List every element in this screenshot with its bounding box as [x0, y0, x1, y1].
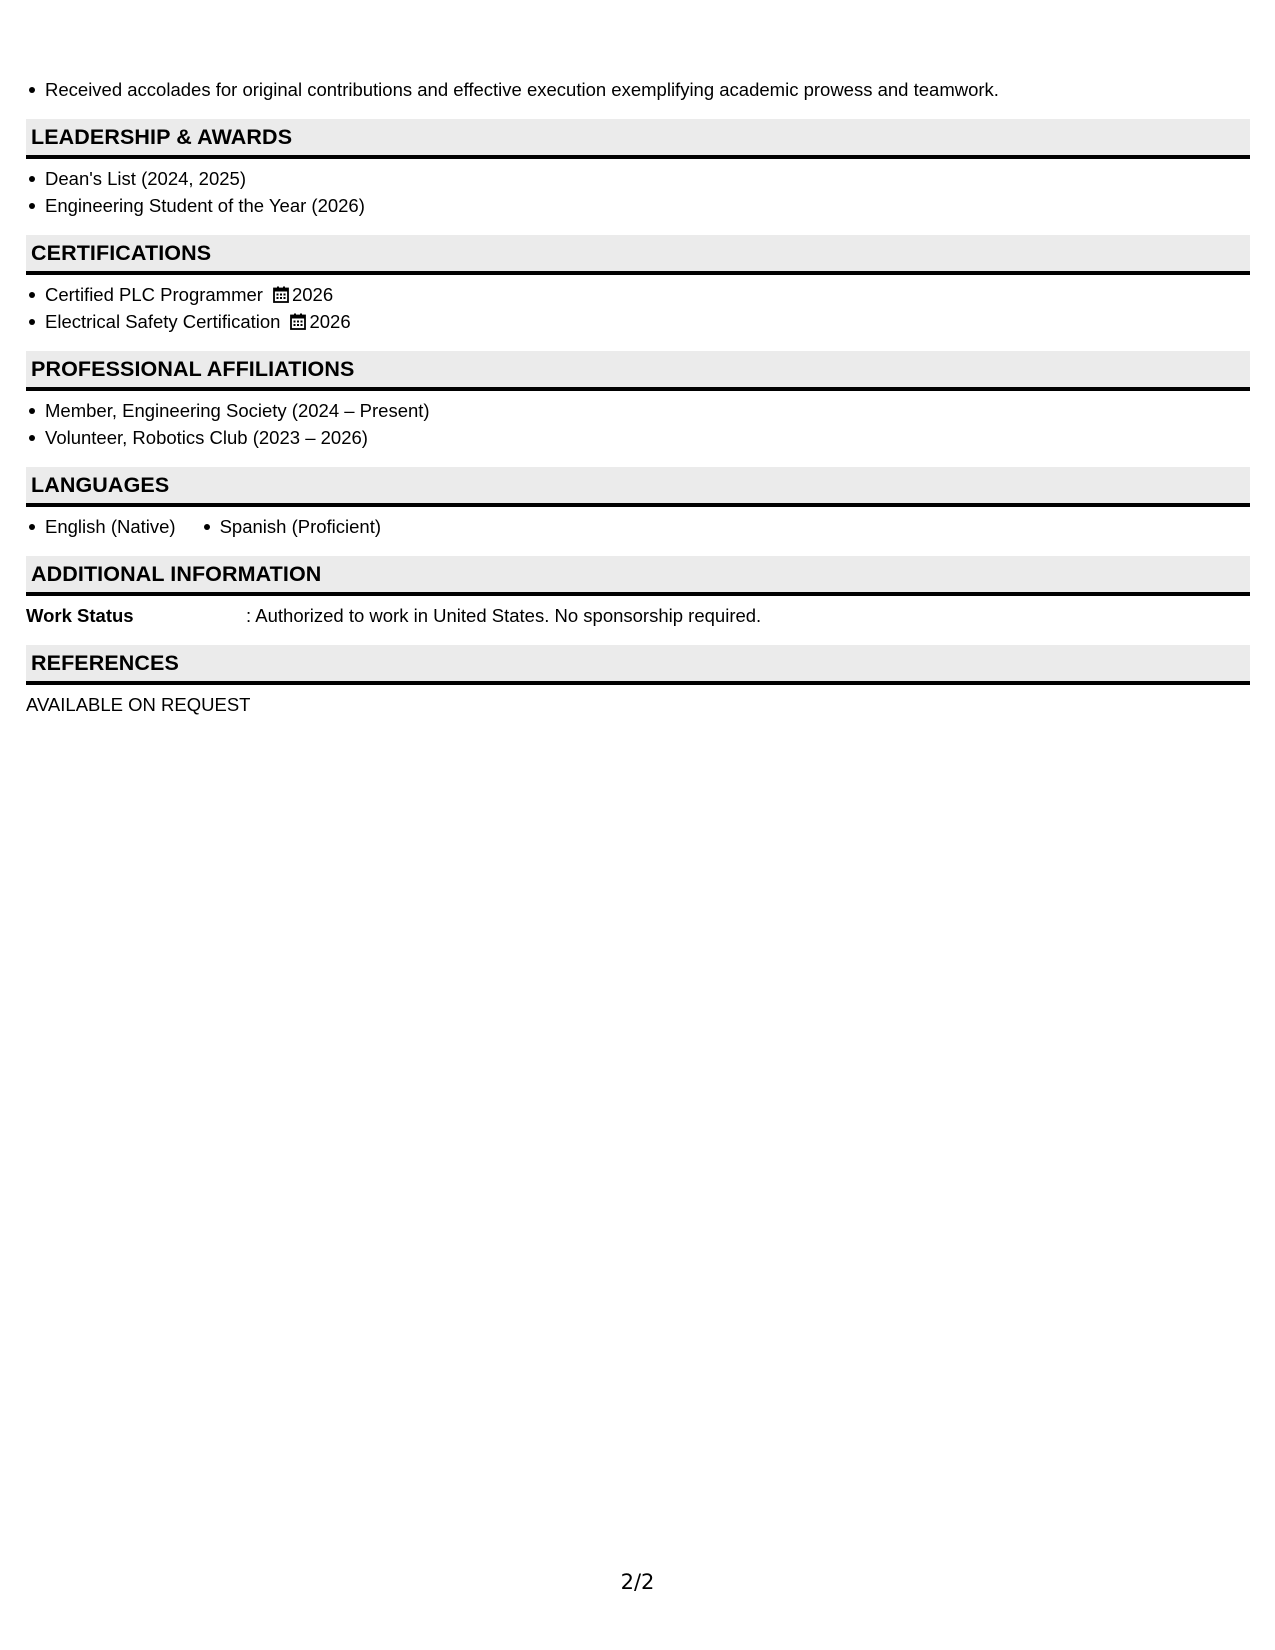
list-item: Engineering Student of the Year (2026): [45, 192, 1250, 219]
languages-list: [26, 513, 1250, 540]
list-item: Dean's List (2024, 2025): [45, 165, 1250, 192]
section-title: PROFESSIONAL AFFILIATIONS: [31, 357, 355, 381]
language-item: English (Native): [45, 513, 176, 540]
section-title: CERTIFICATIONS: [31, 241, 212, 265]
section-header-languages: [26, 467, 1250, 507]
certification-year: 2026: [291, 284, 334, 305]
list-item: Volunteer, Robotics Club (2023 – 2026): [45, 424, 1250, 451]
resume-content: [26, 76, 1250, 718]
section-header-references: [26, 645, 1250, 685]
section-body-references: [26, 691, 1250, 718]
certifications-list: [26, 281, 1250, 335]
work-status-row: [26, 602, 1250, 629]
section-title: ADDITIONAL INFORMATION: [31, 562, 322, 586]
list-item: Member, Engineering Society (2024 – Present): [45, 397, 1250, 424]
calendar-icon: [273, 283, 289, 310]
page-number: 2/2: [620, 1570, 655, 1594]
section-body-affiliations: [26, 397, 1250, 451]
section-header-additional: [26, 556, 1250, 596]
certification-year: 2026: [309, 311, 351, 332]
awards-list: [26, 165, 1250, 219]
certification-name: Electrical Safety Certification: [45, 311, 281, 332]
section-body-languages: [26, 513, 1250, 540]
affiliations-list: [26, 397, 1250, 451]
language-item: Spanish (Proficient): [220, 513, 381, 540]
section-title: REFERENCES: [31, 651, 179, 675]
list-item: [45, 281, 1250, 308]
section-header-certifications: [26, 235, 1250, 275]
certification-name: Certified PLC Programmer: [45, 284, 263, 305]
section-header-affiliations: [26, 351, 1250, 391]
list-item: Received accolades for original contributions and effective execution exemplifying academic prowess and teamwork.: [45, 76, 1250, 103]
section-body-certifications: [26, 281, 1250, 335]
work-status-value: : Authorized to work in United States. No sponsorship required.: [246, 605, 762, 626]
section-title: LEADERSHIP & AWARDS: [31, 125, 293, 149]
section-header-leadership: [26, 119, 1250, 159]
intro-list: [26, 76, 1250, 103]
section-body-additional: [26, 602, 1250, 629]
work-status-label: Work Status: [26, 605, 134, 626]
calendar-icon: [290, 310, 306, 337]
list-item: [45, 308, 1250, 335]
section-title: LANGUAGES: [31, 473, 170, 497]
section-body-leadership: [26, 165, 1250, 219]
references-text: AVAILABLE ON REQUEST: [26, 694, 251, 715]
